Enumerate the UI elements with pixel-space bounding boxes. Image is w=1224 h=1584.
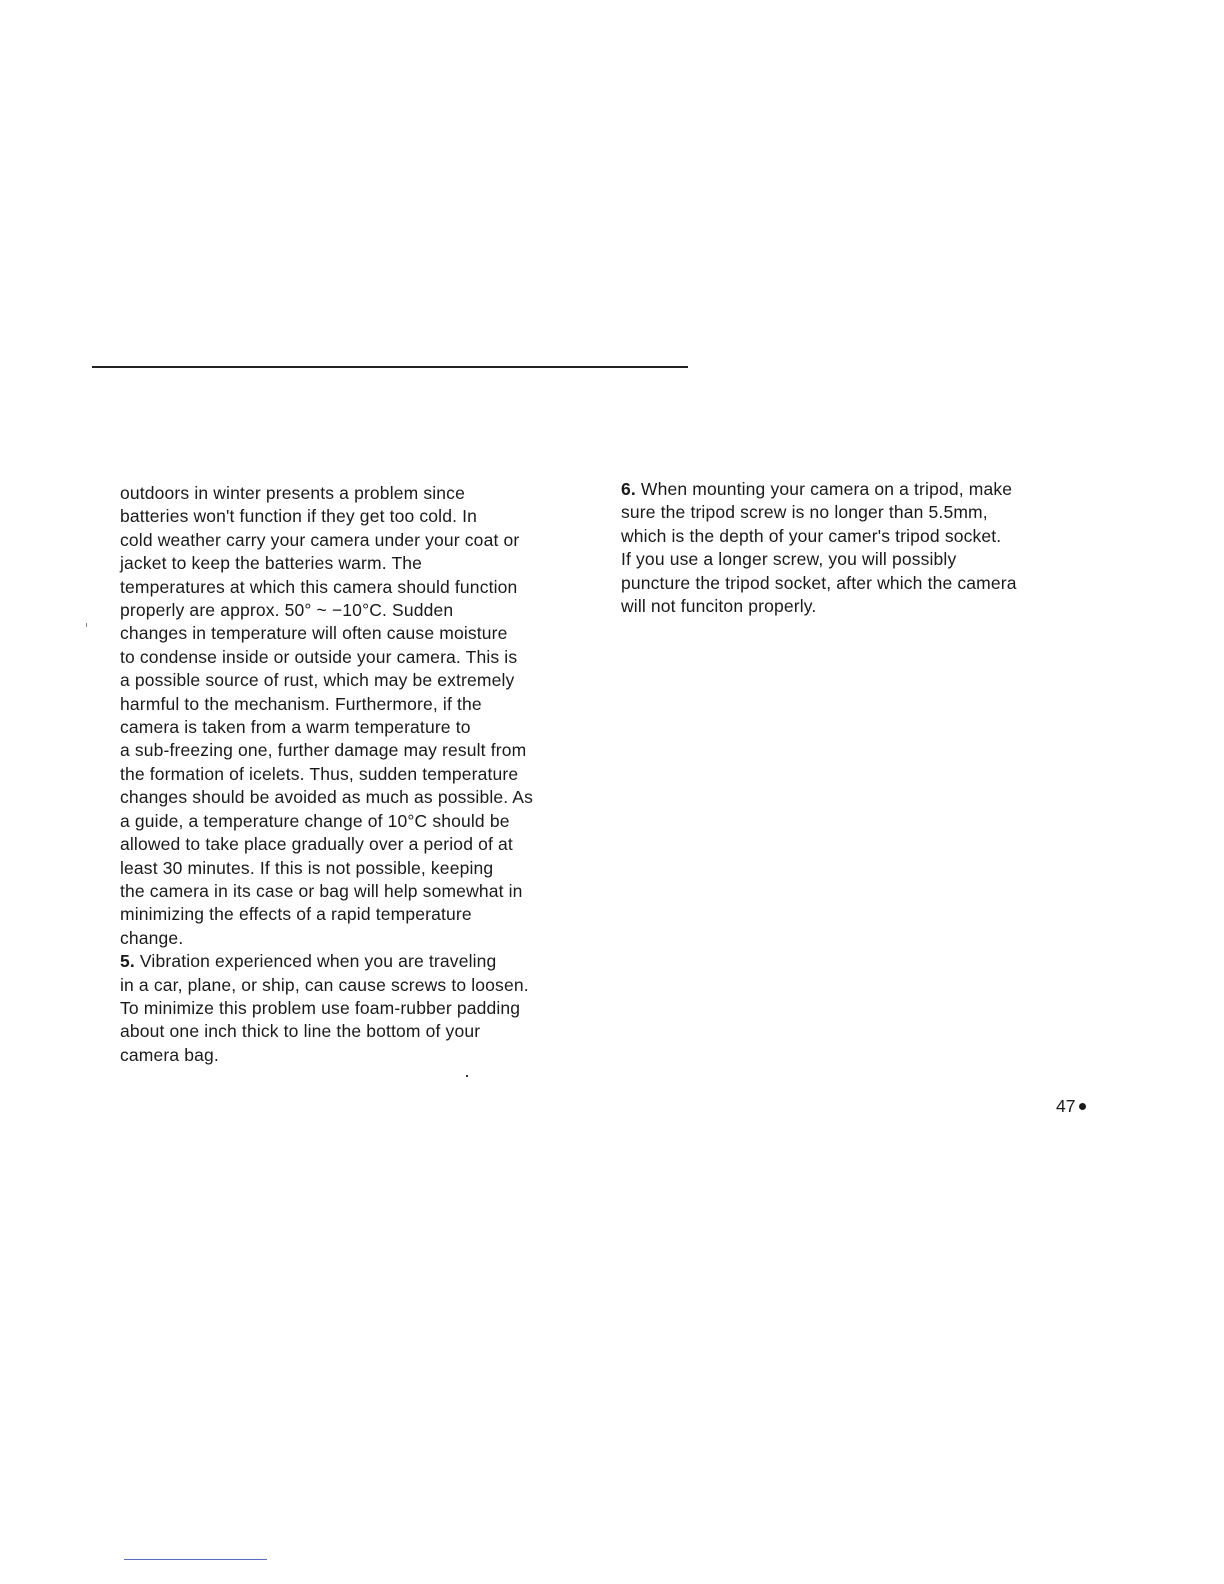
body-line: in a car, plane, or ship, can cause screws to loosen. (120, 974, 529, 995)
body-line: temperatures at which this camera should function (120, 576, 518, 597)
body-line: sure the tripod screw is no longer than 5.5mm, (621, 502, 988, 523)
body-line: to condense inside or outside your camera. This is (120, 646, 518, 667)
item-5-text: Vibration experienced when you are traveling (139, 951, 497, 972)
body-line: minimizing the effects of a rapid temperature (120, 904, 472, 925)
item-6-number: 6. (621, 479, 636, 499)
header-rule (92, 366, 688, 368)
left-column (120, 482, 610, 1067)
body-line: If you use a longer screw, you will possibly (621, 549, 957, 570)
item-6-text: When mounting your camera on a tripod, make (640, 479, 1013, 499)
body-line: properly are approx. 50° ~ −10°C. Sudden (120, 600, 454, 621)
bullet-icon (1079, 1103, 1086, 1110)
body-line: changes should be avoided as much as possible. As (120, 787, 534, 808)
item-5-first-line (120, 950, 610, 973)
body-line: least 30 minutes. If this is not possible, keeping (120, 857, 494, 878)
body-line: changes in temperature will often cause moisture (120, 623, 508, 644)
body-line: the formation of icelets. Thus, sudden temperature (120, 763, 519, 784)
body-line: change. (120, 927, 184, 948)
body-line: outdoors in winter presents a problem since (120, 483, 465, 503)
page-number-text: 47 (1056, 1096, 1076, 1116)
body-line: will not funciton properly. (621, 596, 817, 617)
body-line: which is the depth of your camer's tripod socket. (621, 525, 1002, 546)
body-line: a guide, a temperature change of 10°C should be (120, 810, 510, 831)
item-5-number: 5. (120, 951, 135, 972)
body-line: allowed to take place gradually over a period of at (120, 834, 513, 855)
body-line: harmful to the mechanism. Furthermore, if the (120, 693, 482, 714)
page-number (1056, 1095, 1086, 1117)
item-6-first-line (621, 478, 1101, 501)
right-column (621, 478, 1101, 618)
body-line: camera is taken from a warm temperature to (120, 717, 471, 738)
body-line: puncture the tripod socket, after which the camera (621, 572, 1017, 593)
body-line: the camera in its case or bag will help somewhat in (120, 880, 523, 901)
scan-artifact (466, 1075, 468, 1077)
body-line: To minimize this problem use foam-rubber padding (120, 997, 521, 1018)
body-line: camera bag. (120, 1044, 219, 1065)
body-line: a possible source of rust, which may be extremely (120, 670, 515, 691)
body-line: jacket to keep the batteries warm. The (120, 553, 423, 574)
body-line: about one inch thick to line the bottom of your (120, 1021, 481, 1042)
body-line: a sub-freezing one, further damage may result from (120, 740, 527, 761)
footer-rule (124, 1559, 267, 1560)
body-line: batteries won't function if they get too cold. In (120, 506, 478, 527)
scan-artifact (86, 623, 87, 627)
body-line: cold weather carry your camera under your coat or (120, 529, 520, 550)
